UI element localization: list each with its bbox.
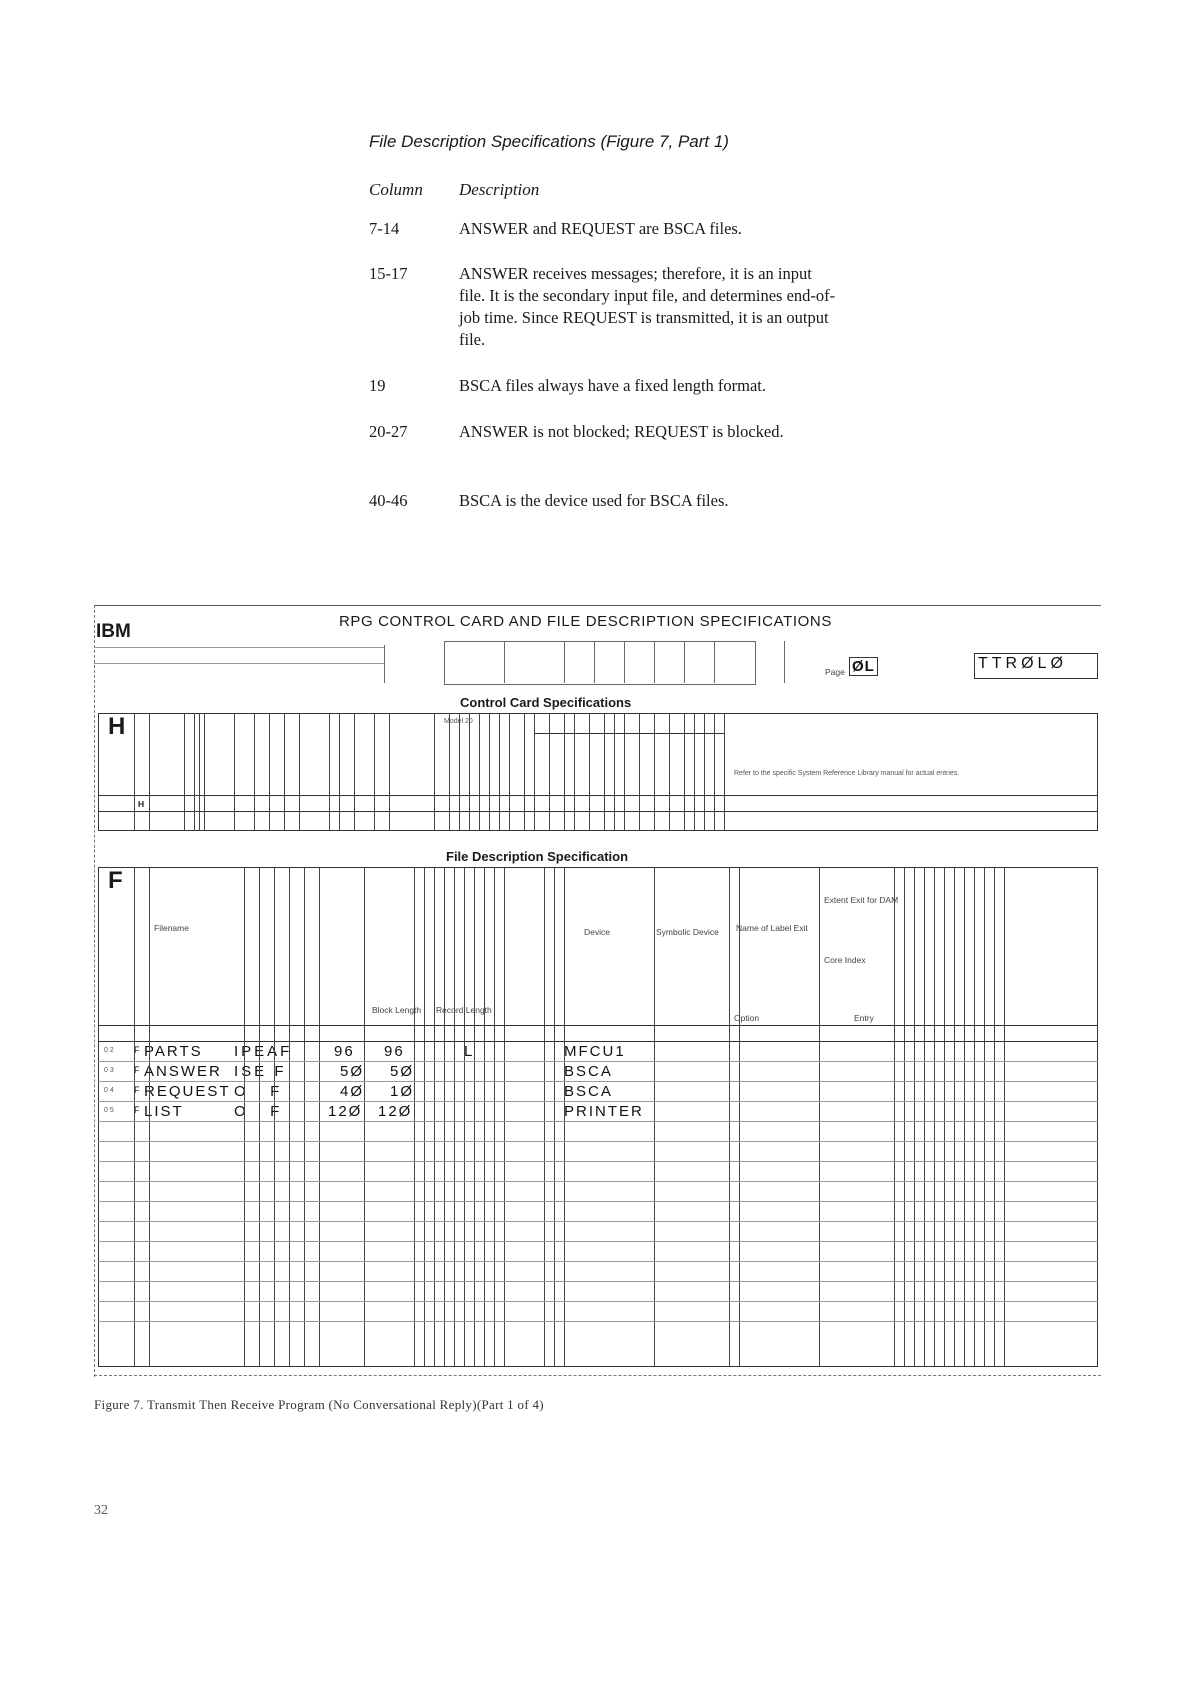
device-label: Device	[584, 927, 610, 937]
grid-line	[98, 1321, 1098, 1322]
description-row	[369, 421, 839, 467]
grid-line	[98, 1221, 1098, 1222]
grid-line	[274, 867, 275, 1367]
record-length-value: 12Ø	[378, 1103, 413, 1120]
grid-line	[499, 713, 500, 831]
grid-line	[589, 713, 590, 831]
option-label: Option	[734, 1013, 760, 1023]
grid-line	[284, 713, 285, 831]
symbolic-device-label: Symbolic Device	[656, 927, 719, 937]
record-length-value: 1Ø	[390, 1083, 415, 1100]
grid-line	[234, 713, 235, 831]
column-header: Column	[369, 180, 423, 199]
grid-line	[414, 867, 415, 1367]
description-column: 15-17	[369, 264, 408, 283]
grid-line	[204, 713, 205, 831]
page-number: 32	[94, 1503, 108, 1518]
record-length-value: 96	[384, 1043, 405, 1060]
grid-line	[924, 867, 925, 1367]
model-label: Model 20	[444, 718, 473, 725]
grid-line	[289, 867, 290, 1367]
block-length-value: 4Ø	[340, 1083, 365, 1100]
grid-line	[389, 713, 390, 831]
designation-value: O F	[234, 1083, 283, 1100]
grid-line	[944, 867, 945, 1367]
grid-line	[364, 867, 365, 1367]
description-text: ANSWER and REQUEST are BSCA files.	[459, 219, 742, 238]
grid-line	[134, 867, 135, 1367]
grid-line	[714, 713, 715, 831]
grid-line	[98, 1261, 1098, 1262]
description-column: 7-14	[369, 219, 400, 238]
grid-line	[669, 713, 670, 831]
grid-line	[654, 867, 655, 1367]
rpg-coding-form: IBM RPG CONTROL CARD AND FILE DESCRIPTION SPECIFICATIONS Page ØL TTRØLØ Control Card Specifications H Model 20 Refer to the specific System Reference Library manual for actual entries. H File Description Specification F Filename Block Length Record Length Device Symbolic Device Name of Label Exit Extent Exit for DAM Core Index Option Entry 0 2 F PARTS IPEAF 96 96 L MFCU1 0 3 F ANSWER ISE F 5Ø 5Ø BSCA 0 4 F REQUEST O F 4Ø 1Ø BSCA 0 5 F LIST O F 12Ø 12Ø PRINTER	[94, 605, 1101, 1377]
grid-line	[459, 713, 460, 831]
filename-value: LIST	[144, 1103, 184, 1120]
grid-line	[954, 867, 955, 1367]
figure-caption: Figure 7. Transmit Then Receive Program (No Conversational Reply)(Part 1 of 4)	[94, 1397, 544, 1412]
grid-line	[694, 713, 695, 831]
entry-label: Entry	[854, 1013, 874, 1023]
grid-line	[624, 713, 625, 831]
grid-line	[504, 867, 505, 1367]
control-card-title: Control Card Specifications	[460, 695, 632, 710]
section-title: File Description Specifications (Figure 7, Part 1)	[369, 132, 729, 151]
device-value: BSCA	[564, 1083, 613, 1100]
grid-line	[484, 867, 485, 1367]
description-text: ANSWER is not blocked; REQUEST is blocked.	[459, 422, 784, 441]
description-text: ANSWER receives messages; therefore, it is an input file. It is the secondary input file, and determines end-of-job time. Since REQUEST is transmitted, it is an output file.	[459, 264, 836, 349]
block-length-label: Block Length	[372, 1005, 422, 1015]
grid-line	[1004, 867, 1005, 1367]
ibm-logo: IBM	[96, 621, 131, 642]
label-exit-label: Name of Label Exit	[736, 923, 808, 933]
grid-line	[98, 1081, 1098, 1082]
description-text: BSCA files always have a fixed length format.	[459, 376, 767, 395]
grid-line	[98, 1281, 1098, 1282]
grid-line	[98, 1241, 1098, 1242]
control-row-letter: H	[138, 799, 145, 809]
record-length-value: 5Ø	[390, 1063, 415, 1080]
grid-line	[149, 867, 150, 1367]
grid-line	[479, 713, 480, 831]
grid-line	[914, 867, 915, 1367]
grid-line	[304, 867, 305, 1367]
grid-line	[724, 713, 725, 831]
grid-line	[984, 867, 985, 1367]
grid-line	[98, 1301, 1098, 1302]
grid-line	[639, 713, 640, 831]
grid-line	[994, 867, 995, 1367]
key-field-value: L	[464, 1043, 475, 1060]
grid-line	[704, 713, 705, 831]
description-column: 19	[369, 376, 386, 395]
block-length-value: 12Ø	[328, 1103, 363, 1120]
grid-line	[424, 867, 425, 1367]
grid-line	[604, 713, 605, 831]
grid-line	[534, 713, 535, 831]
designation-value: O F	[234, 1103, 283, 1120]
grid-line	[684, 713, 685, 831]
description-text: BSCA is the device used for BSCA files.	[459, 491, 729, 510]
control-letter: H	[108, 713, 126, 740]
grid-line	[254, 713, 255, 831]
grid-line	[554, 867, 555, 1367]
record-length-label: Record Length	[436, 1005, 492, 1015]
page-number-field: ØL	[849, 657, 878, 676]
grid-line	[614, 713, 615, 831]
grid-line	[199, 713, 200, 831]
grid-line	[434, 713, 435, 831]
extent-exit-label: Extent Exit for DAM	[824, 895, 899, 905]
grid-line	[194, 713, 195, 831]
designation-value: ISE F	[234, 1063, 287, 1080]
device-value: MFCU1	[564, 1043, 626, 1060]
grid-line	[964, 867, 965, 1367]
grid-line	[354, 713, 355, 831]
grid-line	[474, 867, 475, 1367]
grid-line	[489, 713, 490, 831]
block-length-value: 96	[334, 1043, 355, 1060]
core-index-label: Core Index	[824, 955, 866, 965]
filename-value: PARTS	[144, 1043, 203, 1060]
description-row	[369, 263, 839, 355]
description-row	[369, 490, 839, 514]
grid-line	[299, 713, 300, 831]
program-id: TTRØLØ	[978, 655, 1067, 672]
grid-line	[98, 1181, 1098, 1182]
grid-line	[259, 867, 260, 1367]
description-column: 20-27	[369, 422, 408, 441]
grid-line	[454, 867, 455, 1367]
filename-value: REQUEST	[144, 1083, 231, 1100]
grid-line	[544, 867, 545, 1367]
grid-line	[819, 867, 820, 1367]
grid-line	[319, 867, 320, 1367]
grid-line	[98, 1061, 1098, 1062]
device-value: BSCA	[564, 1063, 613, 1080]
grid-line	[374, 713, 375, 831]
grid-line	[149, 713, 150, 831]
grid-line	[974, 867, 975, 1367]
grid-line	[509, 713, 510, 831]
grid-line	[444, 867, 445, 1367]
grid-line	[894, 867, 895, 1367]
grid-line	[524, 713, 525, 831]
grid-line	[739, 867, 740, 1367]
grid-line	[339, 713, 340, 831]
grid-line	[98, 1201, 1098, 1202]
grid-line	[449, 713, 450, 831]
grid-line	[934, 867, 935, 1367]
grid-line	[574, 713, 575, 831]
description-header: Description	[459, 180, 540, 199]
grid-line	[729, 867, 730, 1367]
block-length-value: 5Ø	[340, 1063, 365, 1080]
grid-line	[494, 867, 495, 1367]
grid-line	[134, 713, 135, 831]
grid-line	[564, 713, 565, 831]
grid-line	[469, 713, 470, 831]
grid-line	[464, 867, 465, 1367]
form-title: RPG CONTROL CARD AND FILE DESCRIPTION SPECIFICATIONS	[339, 613, 832, 630]
grid-line	[184, 713, 185, 831]
filename-label: Filename	[154, 923, 189, 933]
filename-value: ANSWER	[144, 1063, 222, 1080]
grid-line	[329, 713, 330, 831]
grid-line	[564, 867, 565, 1367]
grid-line	[904, 867, 905, 1367]
grid-line	[98, 1101, 1098, 1102]
grid-line	[244, 867, 245, 1367]
description-column: 40-46	[369, 491, 408, 510]
grid-line	[98, 1161, 1098, 1162]
grid-line	[98, 1121, 1098, 1122]
grid-line	[269, 713, 270, 831]
grid-line	[434, 867, 435, 1367]
file-desc-title: File Description Specification	[446, 849, 629, 864]
grid-line	[549, 713, 550, 831]
grid-line	[98, 1141, 1098, 1142]
designation-value: IPEAF	[234, 1043, 293, 1060]
grid-line	[654, 713, 655, 831]
description-row	[369, 375, 839, 399]
file-letter: F	[108, 867, 123, 894]
device-value: PRINTER	[564, 1103, 644, 1120]
description-row	[369, 218, 839, 242]
refer-note: Refer to the specific System Reference Library manual for actual entries.	[734, 770, 960, 777]
